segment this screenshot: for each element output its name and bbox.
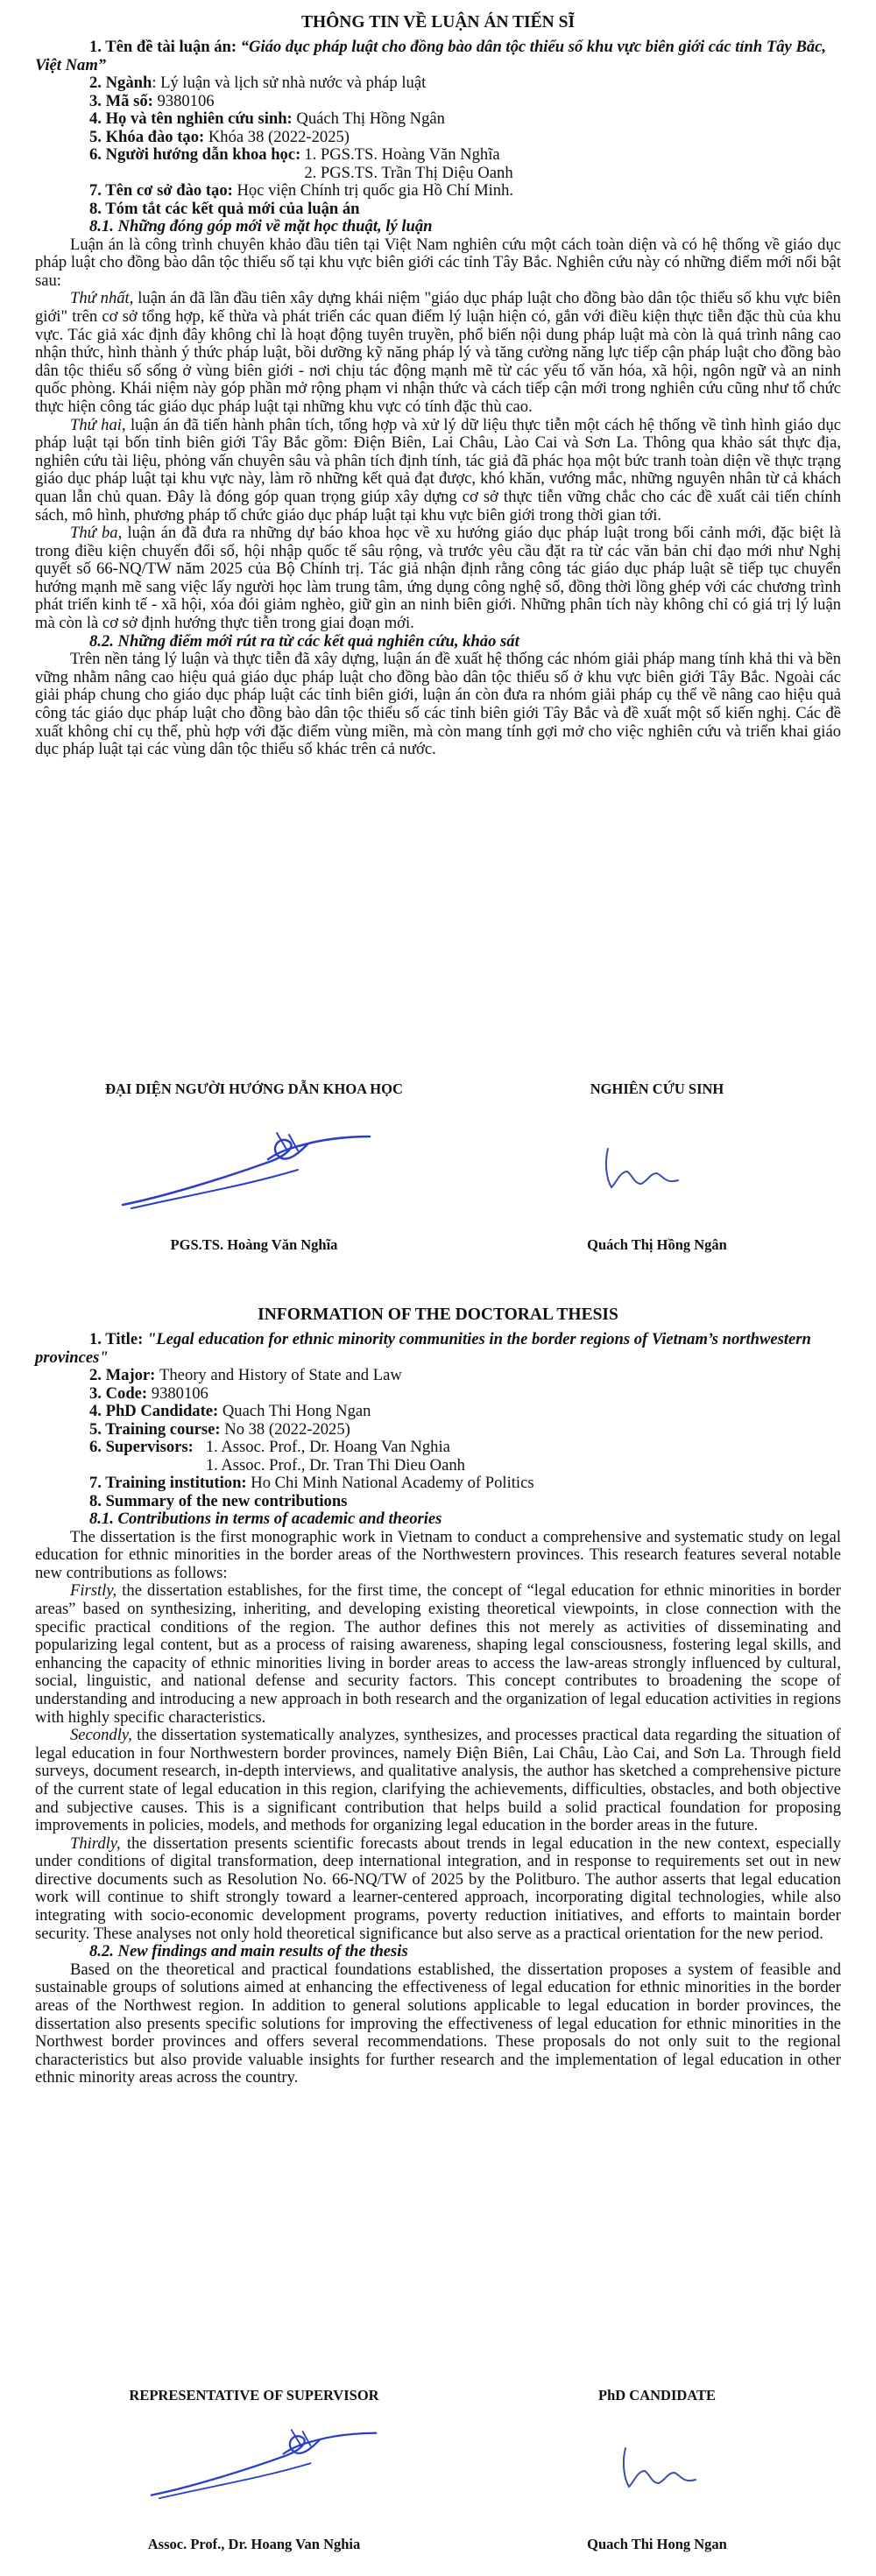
en-topic <box>35 1331 841 1367</box>
en-major <box>35 1367 841 1385</box>
vi-supervisor-1: 1. PGS.TS. Hoàng Văn Nghĩa <box>304 145 500 164</box>
en-supervisor-label: 6. Supervisors: <box>89 1438 194 1456</box>
en-supervisors <box>35 1439 841 1475</box>
vi-supervisors <box>35 146 841 182</box>
en-course-value: No 38 (2022-2025) <box>224 1419 350 1439</box>
en-topic-value: "Legal education for ethnic minority communities in the border regions of Vietnam’s northwestern provinces" <box>35 1330 811 1367</box>
en-paragraph-intro: The dissertation is the first monographic work in Vietnam to conduct a comprehensive and systematic study on legal education for ethnic minorities in the border areas of the Northwestern provinces. This research features several notable new contributions as follows: <box>35 1527 841 1582</box>
vi-p2-lead: Thứ hai, <box>70 415 126 434</box>
vi-name <box>35 110 841 129</box>
vi-code-value: 9380106 <box>157 91 215 110</box>
vi-supervisor-heading: ĐẠI DIỆN NGƯỜI HƯỚNG DẪN KHOA HỌC <box>105 1080 403 1097</box>
en-p1-lead: Firstly, <box>70 1581 117 1601</box>
vi-p1-body: luận án đã lần đầu tiên xây dựng khái niệm "giáo dục pháp luật cho đồng bào dân tộc thiểu số khu vực biên giới" trên cơ sở tổng hợp, kế thừa và phát triển các quan điểm lý luận hiện có, gắn với điều kiện thực tiễn đặc thù của khu vực. Tác giả xác định đây không chỉ là hoạt động tuyên truyền, phổ biến nội dung pháp luật mà còn là quá trình nâng cao nhận thức, hình thành ý thức pháp luật, bồi dưỡng kỹ năng pháp lý và tăng cường năng lực tiếp cận pháp luật cho đồng bào dân tộc thiểu số sống ở vùng biên giới - nơi chịu tác động mạnh mẽ từ các yếu tố văn hóa, xã hội, ngôn ngữ và an ninh quốc phòng. Khái niệm này góp phần mở rộng phạm vi nhận thức và cách tiếp cận mới trong nghiên cứu cũng như tổ chức thực hiện công tác giáo dục pháp luật tại những khu vực có tính đặc thù cao. <box>35 289 841 416</box>
vi-candidate-name: Quách Thị Hồng Ngân <box>587 1236 727 1253</box>
vi-paragraph-1 <box>35 290 841 416</box>
en-paragraph-1 <box>35 1582 841 1727</box>
vi-subheading-1: 8.1. Những đóng góp mới về mặt học thuật, lý luận <box>89 217 433 236</box>
vietnamese-section <box>35 12 841 759</box>
vi-paragraph-4: Trên nền tảng lý luận và thực tiễn đã xây dựng, luận án đề xuất hệ thống các nhóm giải pháp mang tính khả thi và bền vững nhằm nâng cao hiệu quả giáo dục pháp luật cho đồng bào dân tộc thiểu số ở khu vực biên giới Tây Bắc. Ngoài các giải pháp chung cho giáo dục pháp luật các tỉnh biên giới, luận án còn đưa ra nhóm giải pháp cụ thể về nâng cao hiệu quả công tác giáo dục pháp luật cho đồng bào dân tộc thiểu số các tỉnh biên giới Tây Bắc và đề xuất một số kiến nghị. Các đề xuất không chỉ cụ thể, phù hợp với đặc điểm vùng miền, mà còn mang tính gợi mở cho việc nghiên cứu và triển khai giáo dục pháp luật tại các vùng dân tộc thiểu số khác trên cả nước. <box>35 650 841 759</box>
vi-major-label: 2. Ngành <box>89 74 152 92</box>
en-name-value: Quach Thi Hong Ngan <box>222 1402 371 1420</box>
vi-major <box>35 74 841 93</box>
vi-supervisor-label: 6. Người hướng dẫn khoa học: <box>89 145 301 164</box>
en-supervisor-signature <box>140 2422 385 2509</box>
en-signature-block <box>35 2387 841 2571</box>
vi-subheading-2: 8.2. Những điểm mới rút ra từ các kết quả nghiên cứu, khảo sát <box>89 631 519 651</box>
vi-supervisor-2: 2. PGS.TS. Trần Thị Diệu Oanh <box>304 163 513 182</box>
en-major-value: Theory and History of State and Law <box>159 1366 402 1384</box>
en-p2-body: the dissertation systematically analyzes, synthesizes, and processes practical data regarding the situation of legal education in four Northwestern border provinces, namely Điện Biên, Lai Châu, Lào Cai, and Sơn La. Through field surveys, document research, in-depth interviews, and qualitative analysis, the author has sketched a comprehensive picture of the current state of legal education in this region, clarifying the achievements, difficulties, obstacles, and both objective and subjective causes. This is a significant contribution that helps build a solid practical foundation for proposing improvements in policies, models, and methods for organizing legal education in the border areas in the future. <box>35 1726 841 1835</box>
en-p3-body: the dissertation presents scientific forecasts about trends in legal education in the new context, especially under conditions of digital transformation, deep international integration, and in response to requirements set out in new directive documents such as Resolution No. 66-NQ/TW of 2025 by the Politburo. The author asserts that legal education work will continue to shift strongly toward a learner-centered approach, incorporating digital technologies, while also integrating with socio-economic development programs, poverty reduction initiatives, and efforts to maintain border security. These analyses not only hold theoretical significance but also serve as a practical orientation for the new period. <box>35 1833 841 1943</box>
en-code-label: 3. Code: <box>89 1383 152 1403</box>
en-subheading-2: 8.2. New findings and main results of the thesis <box>89 1942 408 1961</box>
en-name-label: 4. PhD Candidate: <box>89 1402 223 1420</box>
vi-topic-value: “Giáo dục pháp luật cho đồng bào dân tộc thiểu số khu vực biên giới các tỉnh Tây Bắc, Việt Nam” <box>35 38 827 74</box>
en-title: INFORMATION OF THE DOCTORAL THESIS <box>258 1306 618 1324</box>
en-supervisor-heading: REPRESENTATIVE OF SUPERVISOR <box>129 2387 379 2404</box>
en-name <box>35 1403 841 1421</box>
en-p2-lead: Secondly, <box>70 1726 132 1745</box>
vi-course-label: 5. Khóa đào tạo: <box>89 127 208 146</box>
vi-institution-label: 7. Tên cơ sở đào tạo: <box>89 181 237 200</box>
vi-name-value: Quách Thị Hồng Ngân <box>296 109 445 128</box>
vi-topic <box>35 39 841 74</box>
vi-code-label: 3. Mã số: <box>89 91 158 110</box>
en-institution-value: Ho Chi Minh National Academy of Politics <box>251 1474 534 1492</box>
en-meta <box>35 1331 841 1510</box>
en-institution <box>35 1475 841 1493</box>
vi-meta <box>35 39 841 218</box>
vi-major-value: : Lý luận và lịch sử nhà nước và pháp luật <box>152 74 427 92</box>
en-summary-label: 8. Summary of the new contributions <box>89 1491 348 1510</box>
en-supervisor-name: Assoc. Prof., Dr. Hoang Van Nghia <box>147 2536 361 2552</box>
english-section <box>35 1305 841 2087</box>
en-summary <box>35 1493 841 1511</box>
vi-paragraph-intro: Luận án là công trình chuyên khảo đầu tiên tại Việt Nam nghiên cứu một cách toàn diện và có hệ thống về giáo dục pháp luật cho đồng bào dân tộc thiểu số tại khu vực biên giới các tỉnh Tây Bắc. Nghiên cứu này có những điểm mới nổi bật sau: <box>35 235 841 290</box>
en-major-label: 2. Major: <box>89 1366 160 1384</box>
en-topic-label: 1. Title: <box>89 1330 147 1348</box>
en-code <box>35 1385 841 1404</box>
vi-supervisor-signature <box>114 1124 377 1221</box>
vi-summary-label: 8. Tóm tắt các kết quả mới của luận án <box>89 199 360 218</box>
en-paragraph-2 <box>35 1727 841 1835</box>
vi-code <box>35 93 841 111</box>
vi-p3-lead: Thứ ba, <box>70 524 123 543</box>
en-candidate-name: Quach Thi Hong Ngan <box>587 2536 727 2552</box>
vi-signature-block <box>35 1080 841 1317</box>
vi-p2-body: luận án đã tiến hành phân tích, tổng hợp và xử lý dữ liệu thực tiễn một cách hệ thống về tình hình giáo dục pháp luật tại bốn tỉnh biên giới Tây Bắc gồm: Điện Biên, Lai Châu, Lào Cai và Sơn La. Thông qua khảo sát thực địa, nghiên cứu tài liệu, phỏng vấn chuyên sâu và phân tích định tính, tác giả đã phác họa một bức tranh toàn diện về thực trạng giáo dục pháp luật tại khu vực này, làm rõ những kết quả đạt được, khó khăn, vướng mắc, những nguyên nhân từ cả khách quan lẫn chủ quan. Đây là đóng góp quan trọng giúp xây dựng cơ sở thực tiễn vững chắc cho các đề xuất cải tiến chính sách, mô hình, phương pháp tổ chức giáo dục pháp luật tại khu vực biên giới trong thời gian tới. <box>35 415 841 524</box>
vi-name-label: 4. Họ và tên nghiên cứu sinh: <box>89 109 297 128</box>
en-candidate-signature <box>613 2436 710 2497</box>
en-paragraph-4: Based on the theoretical and practical foundations established, the dissertation proposes a system of feasible and sustainable groups of solutions aimed at enhancing the effectiveness of legal education for ethnic minorities in the border areas of the Northwest region. In addition to general solutions applicable to legal education in border provinces, the dissertation also presents specific solutions for improving the effectiveness of legal education for ethnic minorities in the Northwest border provinces and offers several recommendations. These proposals do not only suit to the regional characteristics but also provide valuable insights for further research and the implementation of legal education in other ethnic minority areas across the country. <box>35 1960 841 2087</box>
vi-supervisor-name: PGS.TS. Hoàng Văn Nghĩa <box>170 1236 338 1253</box>
vi-candidate-signature <box>596 1137 692 1198</box>
en-course <box>35 1421 841 1439</box>
en-p1-body: the dissertation establishes, for the first time, the concept of “legal education for ethnic minorities in border areas” based on synthesizing, inheriting, and developing existing theoretical viewpoints, in close connection with the specific practical conditions of the region. The author defines this not merely as activities of disseminating and popularizing legal content, but as a process of raising awareness, shaping legal consciousness, fostering legal skills, and enhancing the capacity of ethnic minorities living in border areas to access the law-areas strongly influenced by cultural, social, linguistic, and national defense and security factors. This concept contributes to broadening the scope of understanding and introducing a new approach in both research and the organization of legal education activities in regions with highly specific characteristics. <box>35 1581 841 1727</box>
en-p3-lead: Thirdly, <box>70 1833 121 1853</box>
en-supervisor-2: 1. Assoc. Prof., Dr. Tran Thi Dieu Oanh <box>205 1455 465 1475</box>
en-supervisor-1: 1. Assoc. Prof., Dr. Hoang Van Nghia <box>205 1438 450 1456</box>
vi-title: THÔNG TIN VỀ LUẬN ÁN TIẾN SĨ <box>300 13 576 32</box>
vi-course <box>35 129 841 147</box>
vi-p1-lead: Thứ nhất, <box>70 289 134 308</box>
vi-summary <box>35 201 841 219</box>
vi-paragraph-2 <box>35 417 841 525</box>
en-institution-label: 7. Training institution: <box>89 1474 251 1492</box>
en-subheading-1: 8.1. Contributions in terms of academic and theories <box>89 1510 442 1528</box>
en-candidate-heading: PhD CANDIDATE <box>598 2387 716 2404</box>
vi-p3-body: luận án đã đưa ra những dự báo khoa học về xu hướng giáo dục pháp luật trong bối cảnh mới, đặc biệt là trong điều kiện chuyển đổi số, hội nhập quốc tế sâu rộng, và trước yêu cầu đặt ra từ các văn bản chỉ đạo mới như Nghị quyết số 66-NQ/TW năm 2025 của Bộ Chính trị. Tác giả nhận định rằng công tác giáo dục pháp luật sẽ tiếp tục chuyển hướng mạnh mẽ sang việc lấy người học làm trung tâm, ứng dụng công nghệ số, đồng thời lồng ghép với các chương trình phát triển kinh tế - xã hội, xóa đói giảm nghèo, giữ gìn an ninh biên giới. Những phân tích này không chỉ có giá trị lý luận mà còn là cơ sở định hướng thực tiễn trong giai đoạn mới. <box>35 524 842 633</box>
vi-institution-value: Học viện Chính trị quốc gia Hồ Chí Minh. <box>237 181 514 200</box>
vi-topic-label: 1. Tên đề tài luận án: <box>89 38 241 56</box>
vi-paragraph-3 <box>35 524 841 633</box>
vi-institution <box>35 182 841 201</box>
en-paragraph-3 <box>35 1835 841 1944</box>
en-course-label: 5. Training course: <box>89 1419 225 1439</box>
vi-course-value: Khóa 38 (2022-2025) <box>208 127 350 146</box>
vi-candidate-heading: NGHIÊN CỨU SINH <box>590 1080 724 1097</box>
en-code-value: 9380106 <box>151 1383 208 1403</box>
